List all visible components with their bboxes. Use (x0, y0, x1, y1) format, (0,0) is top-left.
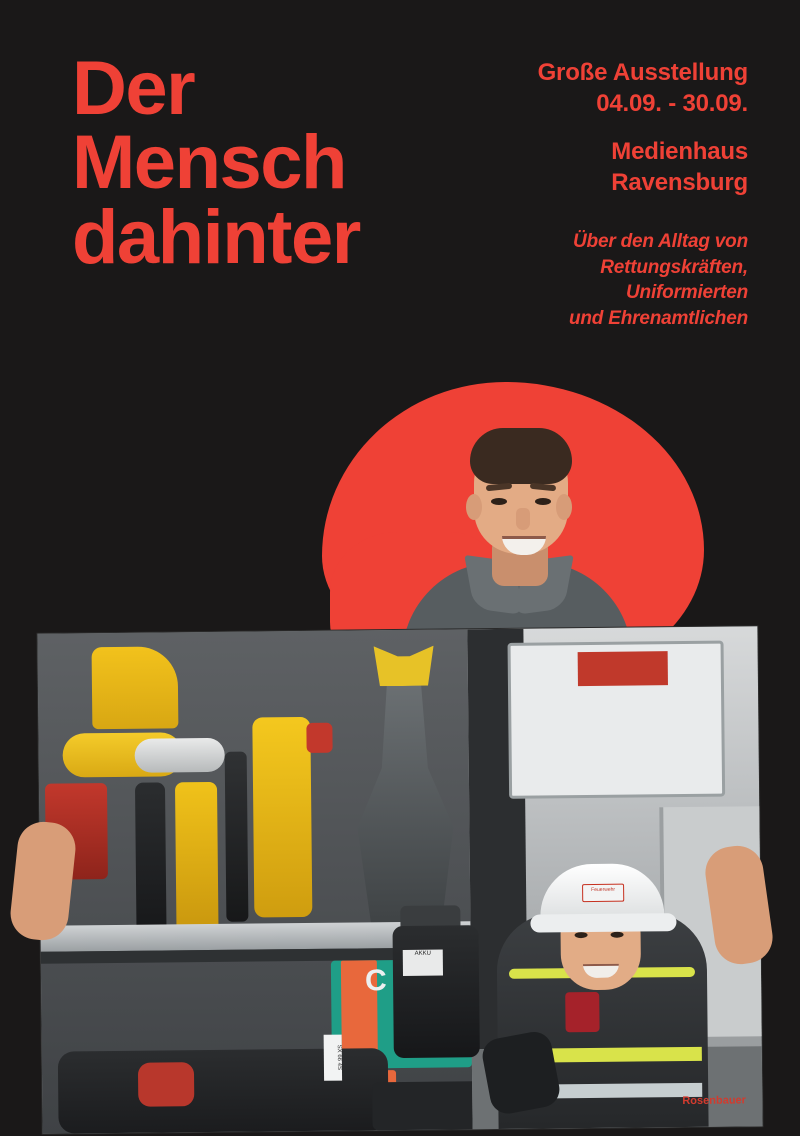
exhibition-dates: 04.09. - 30.09. (596, 89, 748, 117)
event-info-block (490, 58, 748, 331)
helmet-brim (530, 913, 676, 933)
exhibition-title: Große Ausstellung (537, 59, 748, 86)
portrait-hair (470, 428, 572, 484)
portrait-eye-right (535, 498, 551, 505)
exhibition-info (490, 58, 748, 119)
black-cylinder-1 (135, 782, 167, 932)
subtitle-line-3: Uniformierten (626, 282, 748, 304)
battery-cutter-tool (392, 925, 479, 1058)
yellow-cylinder-mid (175, 782, 219, 932)
red-knob (306, 723, 332, 753)
portrait-ear-right (556, 494, 572, 520)
subtitle-line-4: und Ehrenamtlichen (568, 307, 748, 329)
venue-info (490, 137, 748, 198)
portrait-eye-left (491, 498, 507, 505)
brand-logo-text: Rosenbauer (682, 1094, 746, 1108)
helmet-badge: Feuerwehr (582, 884, 624, 902)
firefighter-figure (477, 827, 730, 1130)
equipment-sticker: SX 66 4S (324, 1035, 342, 1081)
headline-line-2: Mensch (72, 120, 346, 206)
portrait-nose (516, 508, 530, 530)
yellow-cylinder-tall (252, 717, 312, 918)
exhibition-subtitle (490, 229, 748, 332)
yellow-equipment-1 (92, 646, 179, 729)
white-cylinder (135, 738, 225, 773)
headline-line-3: dahinter (72, 194, 360, 280)
page-title (72, 46, 472, 280)
rescue-tool-red-part (138, 1062, 194, 1107)
venue-line-2: Ravensburg (611, 169, 748, 197)
subtitle-line-1: Über den Alltag von (573, 230, 748, 252)
subtitle-line-2: Rettungskräften, (600, 256, 748, 278)
black-cylinder-2 (225, 752, 249, 922)
chest-radio (565, 992, 599, 1032)
truck-red-marking (578, 651, 668, 686)
held-photograph (37, 626, 762, 1134)
cutter-label: AKKU (403, 950, 443, 976)
equipment-label-c: C (364, 964, 387, 998)
portrait-ear-left (466, 494, 482, 520)
headline-line-1: Der (72, 46, 195, 131)
venue-line-1: Medienhaus (611, 138, 748, 166)
firefighter-glove (480, 1029, 563, 1117)
